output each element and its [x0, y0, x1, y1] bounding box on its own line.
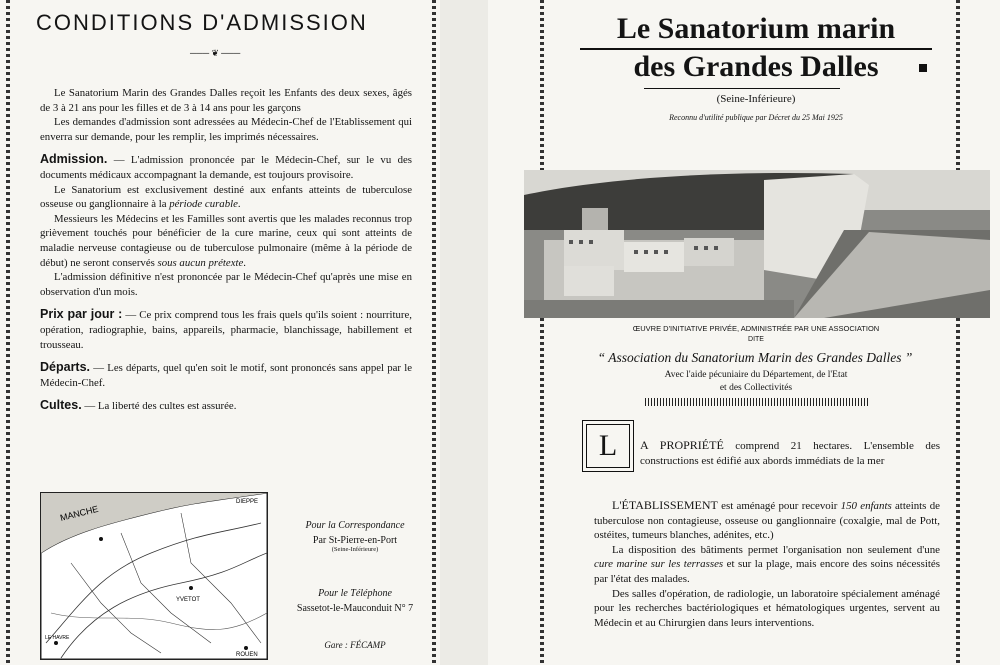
aide-line1: Avec l'aide pécuniaire du Département, de l'Etat	[664, 370, 848, 380]
gare-value: FÉCAMP	[350, 640, 386, 650]
map-label-havre: LE HAVRE	[45, 635, 70, 641]
admission-conditions-text	[40, 86, 412, 414]
etablissement-heading: L'ÉTABLISSEMENT	[612, 498, 718, 512]
etablissement-text	[594, 498, 940, 630]
right-dotted-border-right	[956, 0, 960, 665]
admission-paragraph-2: Le Sanatorium est exclusivement destiné aux enfants atteints de tuberculose osseuse ou ganglionnaire à la période curable.	[40, 183, 412, 211]
sanatorium-photograph	[524, 170, 990, 318]
admission-paragraph-3: Messieurs les Médecins et les Familles sont avertis que les malades reconnus trop grièvement touchés pour bénéficier de la cure marine, ceux qui sont atteints de maladie nerveuse contagieuse ou de tuberculose pulmonaire (même à la période de début) ne seront conservés sous aucun prétexte.	[40, 212, 412, 269]
departs-paragraph: Départs. — Les départs, quel qu'en soit le motif, sont prononcés sans appel par le Médecin-Chef.	[40, 360, 412, 389]
decree-label: Reconnu d'utilité publique par Décret du 25 Mai 1925	[669, 113, 843, 122]
correspondence-address: Par St-Pierre-en-Port	[312, 535, 398, 546]
dite-label: DITE	[748, 336, 764, 343]
admission-paragraph-4: L'admission définitive n'est prononcée par le Médecin-Chef qu'après une mise en observation d'un mois.	[40, 271, 412, 298]
map-label-manche: MANCHE	[59, 503, 100, 523]
disposition-paragraph: La disposition des bâtiments permet l'organisation non seulement d'une cure marine sur les terrasses et sur la plage, mais encore des soins nécessités par l'état des malades.	[594, 543, 940, 585]
left-dotted-border	[6, 0, 10, 665]
intro-paragraph-2: Les demandes d'admission sont adressées au Médecin-Chef de l'Etablissement qui enverra sur demande, pour les remplir, les imprimés nécessaires.	[40, 116, 412, 143]
map-label-yvetot: YVETOT	[176, 597, 200, 603]
correspondence-label: Pour la Correspondance	[305, 520, 405, 531]
gare-label: Gare :	[324, 640, 348, 650]
page-title: CONDITIONS D'ADMISSION	[36, 10, 368, 35]
cultes-paragraph: Cultes. — La liberté des cultes est assurée.	[40, 398, 237, 413]
etablissement-paragraph: L'ÉTABLISSEMENT est aménagé pour recevoir 150 enfants atteints de tuberculose non contagieuse, osseuse ou ganglionnaire (coxalgie, mal de Pott, ostéites, tumeurs blanches, adénites, etc.)	[594, 498, 940, 542]
square-ornament-icon	[919, 64, 927, 72]
region-label: (Seine-Inférieure)	[716, 93, 796, 105]
prix-heading: Prix par jour :	[40, 307, 123, 322]
region-map	[40, 492, 268, 660]
cultes-heading: Cultes.	[40, 398, 82, 413]
page-gutter	[440, 0, 488, 665]
left-dotted-border-right	[432, 0, 436, 665]
ornament-icon: ─── ❦ ───	[190, 48, 241, 58]
propriete-heading: A PROPRIÉTÉ	[640, 438, 724, 452]
right-dotted-border-left	[540, 0, 544, 665]
dropcap-letter: L	[582, 420, 634, 472]
decorative-dotted-band	[645, 398, 870, 406]
main-title-line2: des Grandes Dalles	[633, 50, 879, 83]
map-label-dieppe: DIEPPE	[236, 499, 259, 505]
admission-heading: Admission.	[40, 152, 108, 167]
salles-paragraph: Des salles d'opération, de radiologie, un laboratoire spécialement aménagé pour les recherches bactériologiques et hématologiques urgentes, servent au Médecin et au Chirurgien dans leurs interventions.	[594, 587, 940, 629]
correspondence-block	[280, 520, 430, 553]
telephone-value: Sassetot-le-Mauconduit N° 7	[296, 603, 414, 614]
map-label-rouen: ROUEN	[236, 652, 258, 658]
map-illustration	[41, 493, 267, 659]
subtitle-rule	[644, 88, 840, 89]
prix-paragraph: Prix par jour : — Ce prix comprend tous les frais quels qu'ils soient : nourriture, opération, radiographie, bains, appareils, pharmacie, blanchissage, habillement et trousseau.	[40, 307, 412, 351]
oeuvre-label: ŒUVRE D'INITIATIVE PRIVÉE, ADMINISTRÉE PAR UNE ASSOCIATION	[632, 324, 880, 333]
association-name: “ Association du Sanatorium Marin des Grandes Dalles ”	[597, 350, 913, 365]
admission-paragraph: Admission. — L'admission prononcée par le Médecin-Chef, sur le vu des documents médicaux accompagnant la demande, est toujours provisoire.	[40, 152, 412, 181]
correspondence-region: (Seine-Inférieure)	[331, 546, 379, 553]
left-page	[0, 0, 440, 665]
gare-block	[280, 640, 430, 650]
main-title-line1: Le Sanatorium marin	[616, 12, 896, 45]
aide-line2: et des Collectivités	[719, 383, 793, 393]
telephone-block	[280, 588, 430, 614]
intro-paragraph: Le Sanatorium Marin des Grandes Dalles reçoit les Enfants des deux sexes, âgés de 3 à 21 ans pour les filles et de 3 à 14 ans pour les garçons	[40, 87, 412, 114]
photo-illustration	[524, 170, 990, 318]
telephone-label: Pour le Téléphone	[318, 588, 392, 599]
propriete-paragraph: A PROPRIÉTÉ comprend 21 hectares. L'ensemble des constructions est édifié aux abords immédiats de la mer	[640, 438, 941, 467]
departs-heading: Départs.	[40, 360, 91, 375]
